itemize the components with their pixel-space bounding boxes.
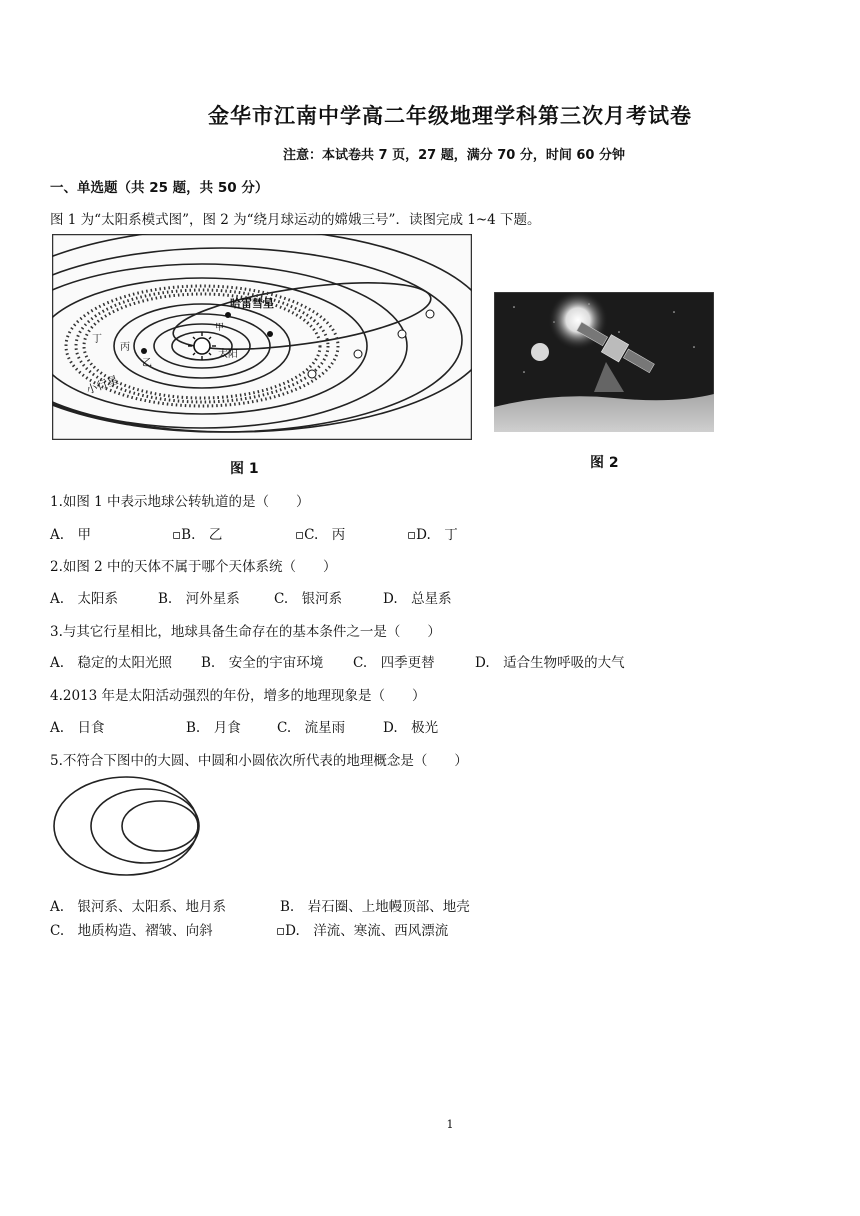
question-4-option-a: A. 日食 xyxy=(50,720,105,736)
yi-label: 乙 xyxy=(142,358,152,369)
comet-label: 哈雷彗星 xyxy=(230,297,274,310)
question-3-option-b: B. 安全的宇宙环境 xyxy=(201,655,324,671)
question-2-option-d: D. 总星系 xyxy=(383,591,452,607)
question-3-option-a: A. 稳定的太阳光照 xyxy=(50,655,173,671)
jia-label: 甲 xyxy=(215,323,225,333)
page-title: 金华市江南中学高二年级地理学科第三次月考试卷 xyxy=(208,104,692,128)
question-4-option-c: C. 流星雨 xyxy=(277,720,346,736)
question-5-option-a: A. 银河系、太阳系、地月系 xyxy=(50,899,227,915)
nested-circles-diagram xyxy=(52,775,202,879)
question-2-option-b: B. 河外星系 xyxy=(158,591,240,607)
question-5-option-b: B. 岩石圈、上地幔顶部、地壳 xyxy=(280,899,470,915)
question-2-option-c: C. 银河系 xyxy=(274,591,343,607)
question-5-stem: 5.不符合下图中的大圆、中圆和小圆依次所代表的地理概念是（ ） xyxy=(50,753,468,769)
sun-label: 太阳 xyxy=(218,349,238,360)
figure-1-solar-system xyxy=(52,234,472,440)
question-3-option-c: C. 四季更替 xyxy=(353,655,435,671)
question-5-option-d: ▫D. 洋流、寒流、西风漂流 xyxy=(276,923,449,939)
question-1-stem: 1.如图 1 中表示地球公转轨道的是（ ） xyxy=(50,494,310,510)
intro-text: 图 1 为“太阳系模式图”，图 2 为“绕月球运动的嫦娥三号”．读图完成 1~4 下题。 xyxy=(50,212,541,228)
figure-2-spacecraft xyxy=(494,292,714,432)
section-title: 一、单选题（共 25 题，共 50 分） xyxy=(50,180,269,196)
question-3-option-d: D. 适合生物呼吸的大气 xyxy=(475,655,625,671)
question-4-stem: 4.2013 年是太阳活动强烈的年份，增多的地理现象是（ ） xyxy=(50,688,426,704)
question-1-option-d: ▫D. 丁 xyxy=(407,527,458,543)
question-2-stem: 2.如图 2 中的天体不属于哪个天体系统（ ） xyxy=(50,559,337,575)
figure-2-caption: 图 2 xyxy=(590,455,619,471)
question-1-option-a: A. 甲 xyxy=(50,527,92,543)
page-number: 1 xyxy=(446,1118,454,1131)
ding-label: 丁 xyxy=(92,334,102,345)
figure-1-caption: 图 1 xyxy=(230,461,259,477)
question-1-option-c: ▫C. 丙 xyxy=(295,527,346,543)
question-1-option-b: ▫B. 乙 xyxy=(172,527,223,543)
question-5-option-c: C. 地质构造、褶皱、向斜 xyxy=(50,923,213,939)
question-3-stem: 3.与其它行星相比，地球具备生命存在的基本条件之一是（ ） xyxy=(50,624,441,640)
bing-label: 丙 xyxy=(120,342,130,353)
question-2-option-a: A. 太阳系 xyxy=(50,591,119,607)
question-4-option-b: B. 月食 xyxy=(186,720,241,736)
question-4-option-d: D. 极光 xyxy=(383,720,439,736)
asteroid-label: 小行星 xyxy=(84,373,121,397)
exam-notice: 注意：本试卷共 7 页，27 题，满分 70 分，时间 60 分钟 xyxy=(283,148,625,163)
